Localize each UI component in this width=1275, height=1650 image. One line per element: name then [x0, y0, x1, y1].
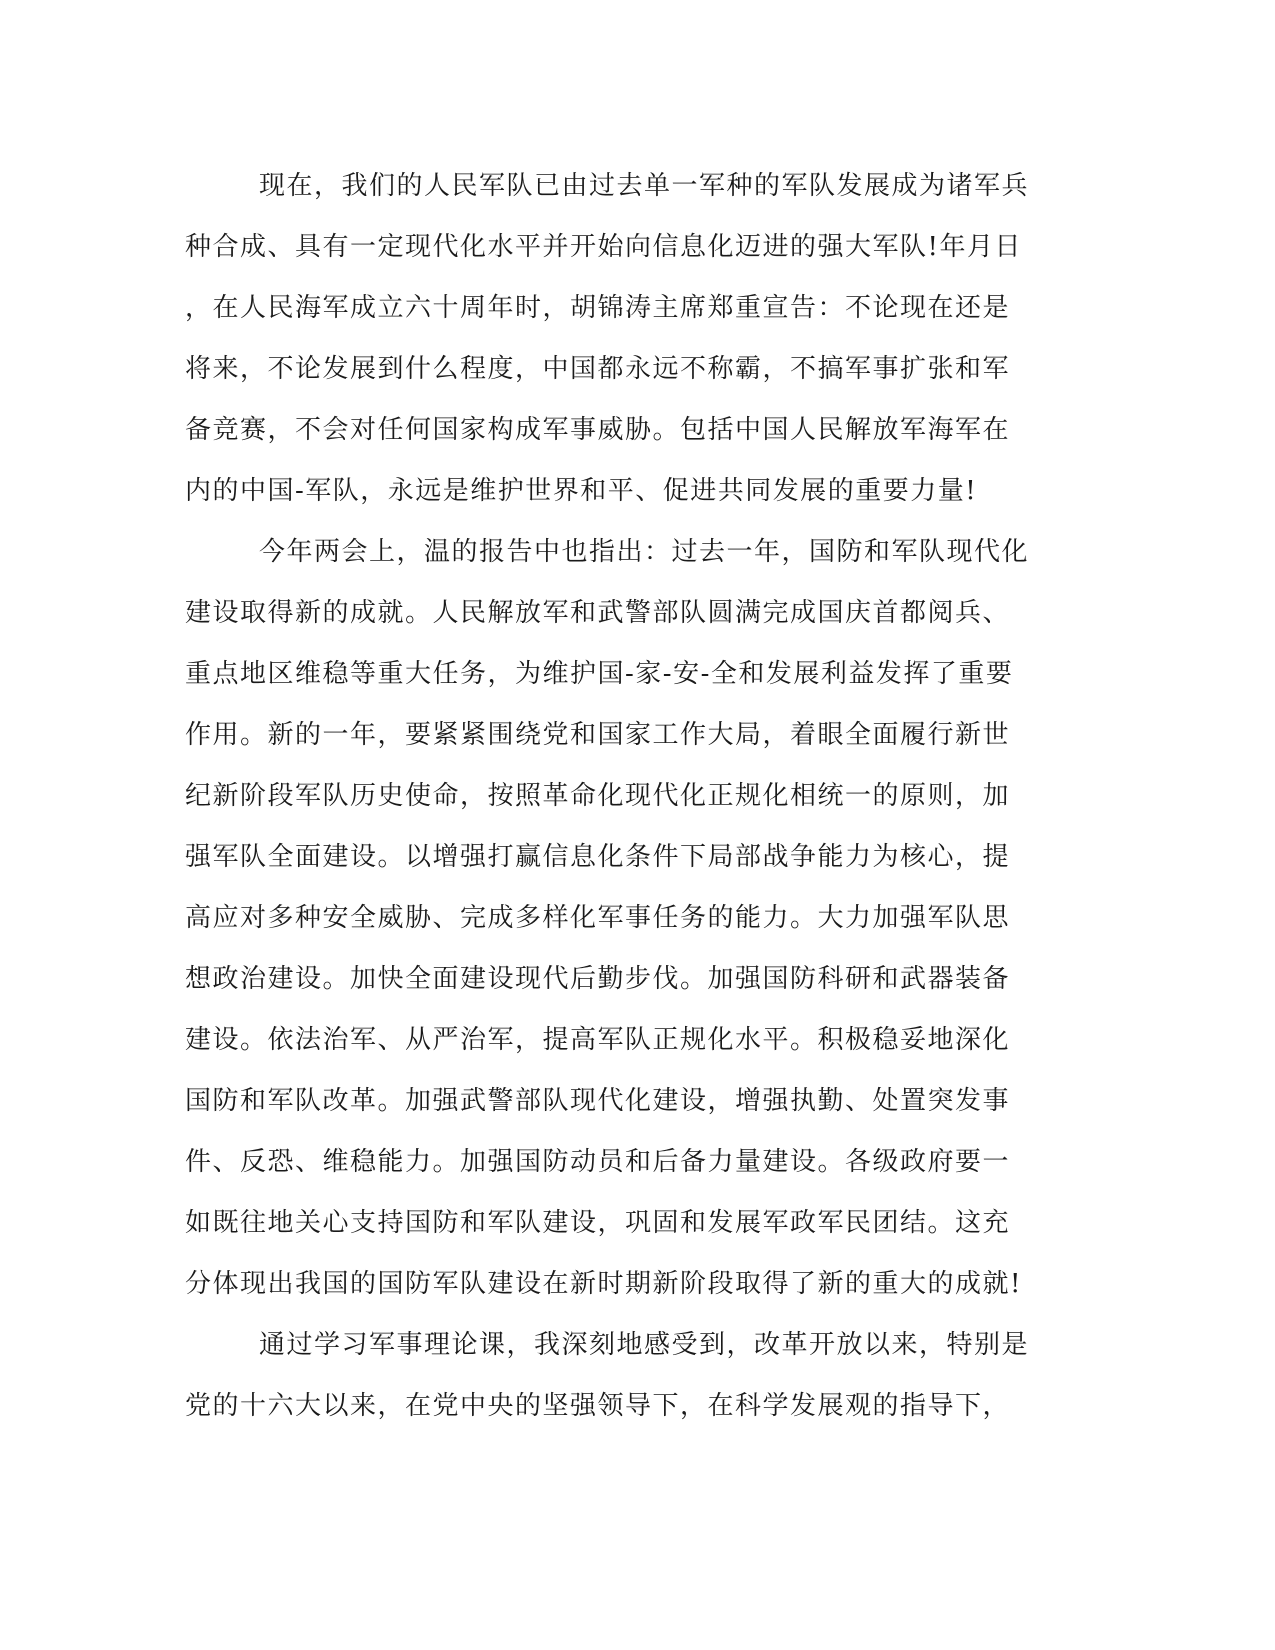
text-line: 重点地区维稳等重大任务，为维护国-家-安-全和发展利益发挥了重要	[185, 659, 1014, 689]
text-line: 建设。依法治军、从严治军，提高军队正规化水平。积极稳妥地深化	[185, 1025, 1011, 1055]
document-body	[185, 156, 1045, 1437]
text-line: 建设取得新的成就。人民解放军和武警部队圆满完成国庆首都阅兵、	[185, 598, 1011, 628]
text-line: ，在人民海军成立六十周年时，胡锦涛主席郑重宣告：不论现在还是	[185, 293, 1011, 323]
text-line: 想政治建设。加快全面建设现代后勤步伐。加强国防科研和武器装备	[185, 964, 1011, 994]
text-line: 现在，我们的人民军队已由过去单一军种的军队发展成为诸军兵	[259, 171, 1030, 201]
text-line: 内的中国-军队，永远是维护世界和平、促进共同发展的重要力量!	[185, 476, 978, 506]
text-line: 如既往地关心支持国防和军队建设，巩固和发展军政军民团结。这充	[185, 1208, 1011, 1238]
text-line: 高应对多种安全威胁、完成多样化军事任务的能力。大力加强军队思	[185, 903, 1011, 933]
text-line: 强军队全面建设。以增强打赢信息化条件下局部战争能力为核心，提	[185, 842, 1011, 872]
text-line: 今年两会上，温的报告中也指出：过去一年，国防和军队现代化	[259, 537, 1030, 567]
text-line: 将来，不论发展到什么程度，中国都永远不称霸，不搞军事扩张和军	[185, 354, 1011, 384]
text-line: 国防和军队改革。加强武警部队现代化建设，增强执勤、处置突发事	[185, 1086, 1011, 1116]
text-line: 种合成、具有一定现代化水平并开始向信息化迈进的强大军队!年月日	[185, 232, 1022, 262]
text-line: 分体现出我国的国防军队建设在新时期新阶段取得了新的重大的成就!	[185, 1269, 1022, 1299]
text-line: 通过学习军事理论课，我深刻地感受到，改革开放以来，特别是	[259, 1330, 1030, 1360]
text-line: 纪新阶段军队历史使命，按照革命化现代化正规化相统一的原则，加	[185, 781, 1011, 811]
text-line: 备竞赛，不会对任何国家构成军事威胁。包括中国人民解放军海军在	[185, 415, 1011, 445]
text-line: 作用。新的一年，要紧紧围绕党和国家工作大局，着眼全面履行新世	[185, 720, 1011, 750]
text-line: 党的十六大以来，在党中央的坚强领导下，在科学发展观的指导下，	[185, 1391, 1011, 1421]
text-line: 件、反恐、维稳能力。加强国防动员和后备力量建设。各级政府要一	[185, 1147, 1011, 1177]
